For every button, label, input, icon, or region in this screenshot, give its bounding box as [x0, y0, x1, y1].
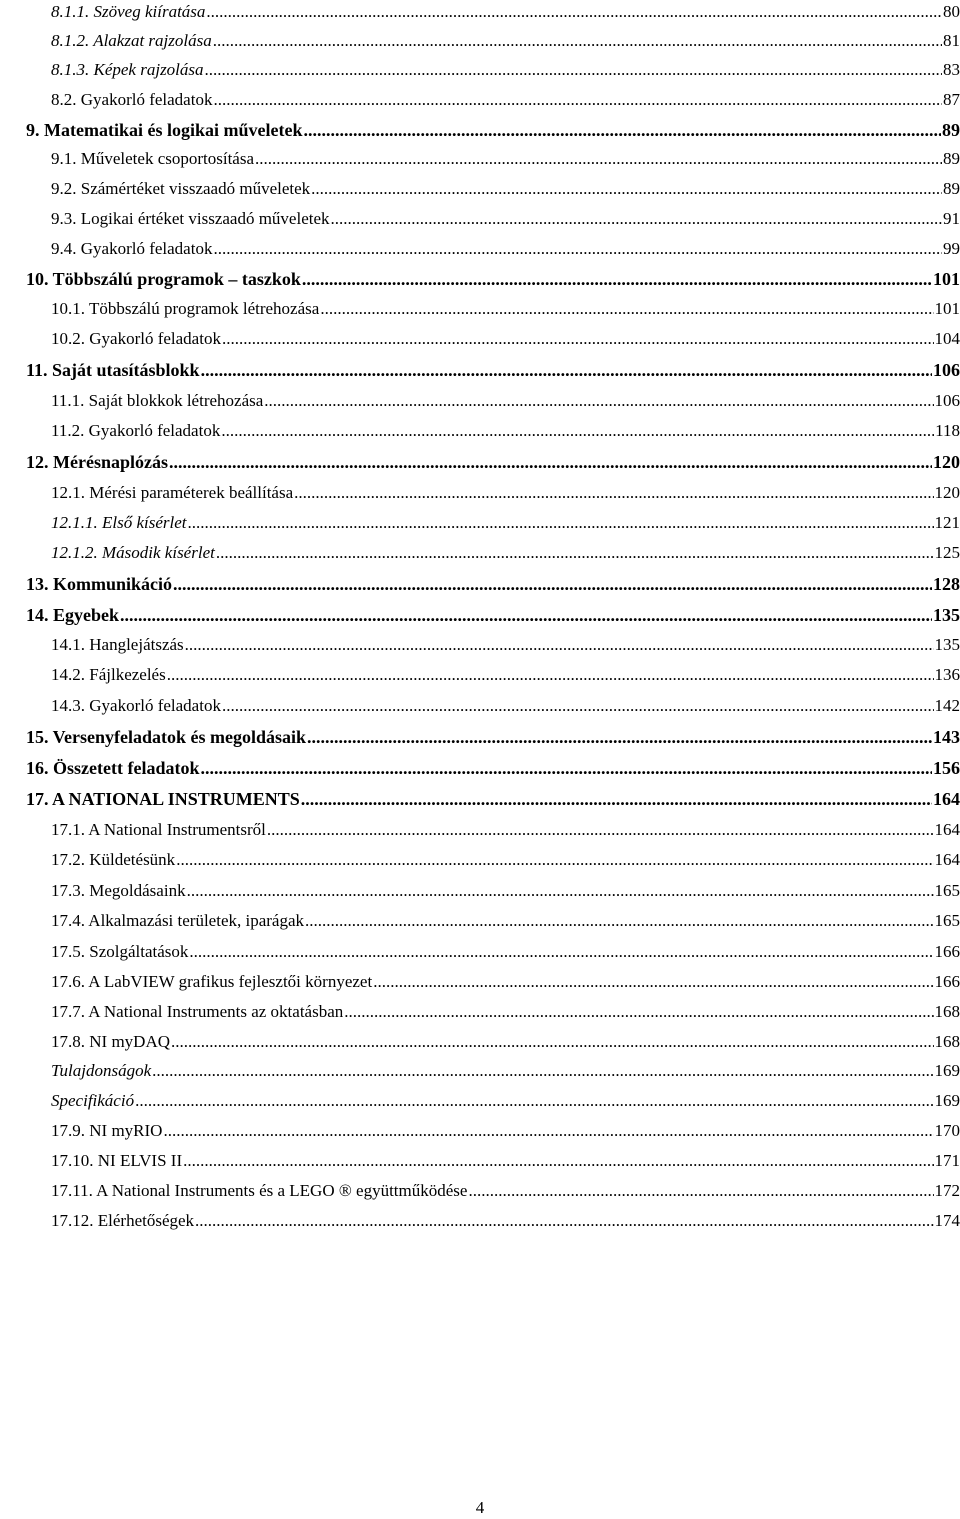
toc-entry[interactable] — [26, 391, 960, 413]
dot-leader — [169, 452, 932, 473]
toc-entry-page: 172 — [934, 1181, 960, 1200]
toc-entry-title: 10.1. Többszálú programok létrehozása — [51, 299, 320, 318]
toc-entry[interactable] — [26, 665, 960, 687]
dot-leader — [373, 972, 933, 992]
toc-entry-page: 135 — [934, 635, 960, 654]
dot-leader — [183, 1151, 933, 1171]
toc-entry-title: 8.1.1. Szöveg kiíratása — [51, 2, 206, 21]
dot-leader — [264, 391, 933, 411]
toc-entry-title: 9.2. Számértéket visszaadó műveletek — [51, 179, 311, 198]
dot-leader — [195, 1211, 933, 1231]
dot-leader — [152, 1061, 933, 1081]
toc-entry[interactable] — [26, 60, 960, 82]
toc-entry[interactable] — [26, 881, 960, 903]
toc-entry-page: 143 — [933, 727, 960, 747]
toc-entry-page: 166 — [934, 972, 960, 991]
toc-entry-title: 8.2. Gyakorló feladatok — [51, 90, 213, 109]
dot-leader — [320, 299, 933, 319]
toc-entry[interactable] — [26, 696, 960, 718]
toc-entry[interactable] — [26, 1061, 960, 1083]
toc-entry[interactable] — [26, 329, 960, 351]
toc-entry-title: 11. Saját utasításblokk — [26, 360, 200, 380]
toc-entry-title: 11.2. Gyakorló feladatok — [51, 421, 221, 440]
dot-leader — [255, 149, 942, 169]
toc-entry-title: 11.1. Saját blokkok létrehozása — [51, 391, 264, 410]
toc-entry-title: 14.2. Fájlkezelés — [51, 665, 166, 684]
dot-leader — [200, 758, 932, 779]
toc-entry-title: 17.10. NI ELVIS II — [51, 1151, 183, 1170]
toc-entry[interactable] — [26, 31, 960, 53]
toc-entry-page: 174 — [934, 1211, 960, 1230]
toc-entry-page: 165 — [934, 911, 960, 930]
page-number: 4 — [475, 1498, 485, 1517]
toc-entry-page: 164 — [934, 820, 960, 839]
toc-entry[interactable] — [26, 209, 960, 231]
toc-entry[interactable] — [26, 972, 960, 994]
toc-entry[interactable] — [26, 1091, 960, 1113]
dot-leader — [267, 820, 934, 840]
toc-entry-page: 168 — [934, 1032, 960, 1051]
toc-entry-title: 17.9. NI myRIO — [51, 1121, 163, 1140]
toc-entry[interactable] — [26, 360, 960, 382]
toc-entry-page: 99 — [943, 239, 960, 258]
toc-entry-title: 17.6. A LabVIEW grafikus fejlesztői környezet — [51, 972, 373, 991]
dot-leader — [222, 696, 934, 716]
dot-leader — [301, 789, 932, 810]
dot-leader — [221, 421, 934, 441]
toc-entry-title: 17.5. Szolgáltatások — [51, 942, 189, 961]
dot-leader — [185, 635, 934, 655]
toc-entry[interactable] — [26, 239, 960, 261]
toc-entry[interactable] — [26, 513, 960, 535]
toc-entry[interactable] — [26, 299, 960, 321]
toc-entry-title: 17.2. Küldetésünk — [51, 850, 176, 869]
toc-entry-page: 120 — [933, 452, 960, 472]
toc-entry-page: 101 — [934, 299, 960, 318]
toc-entry-page: 120 — [934, 483, 960, 502]
toc-entry-title: 9. Matematikai és logikai műveletek — [26, 120, 303, 140]
dot-leader — [163, 1121, 933, 1141]
toc-entry-page: 87 — [943, 90, 960, 109]
toc-entry-title: 17.11. A National Instruments és a LEGO ® együttműködése — [51, 1181, 468, 1200]
toc-entry-title: 12.1.1. Első kísérlet — [51, 513, 187, 532]
dot-leader — [305, 911, 933, 931]
toc-entry[interactable] — [26, 850, 960, 872]
toc-entry-title: 17.7. A National Instruments az oktatásban — [51, 1002, 344, 1021]
toc-entry-title: 10. Többszálú programok – taszkok — [26, 269, 301, 289]
toc-entry[interactable] — [26, 1002, 960, 1024]
toc-entry-title: 14.3. Gyakorló feladatok — [51, 696, 221, 715]
toc-entry-title: 17.8. NI myDAQ — [51, 1032, 170, 1051]
dot-leader — [206, 2, 942, 22]
toc-entry-page: 106 — [934, 391, 960, 410]
toc-entry-page: 89 — [943, 179, 960, 198]
toc-entry-page: 156 — [933, 758, 960, 778]
toc-entry-title: 10.2. Gyakorló feladatok — [51, 329, 221, 348]
toc-entry-page: 80 — [943, 2, 960, 21]
dot-leader — [187, 881, 934, 901]
toc-entry-page: 104 — [934, 329, 960, 348]
toc-entry[interactable] — [26, 483, 960, 505]
toc-entry-page: 166 — [934, 942, 960, 961]
toc-entry-page: 169 — [934, 1061, 960, 1080]
dot-leader — [213, 31, 942, 51]
toc-entry-title: 12.1.2. Második kísérlet — [51, 543, 215, 562]
toc-entry-page: 89 — [942, 120, 960, 140]
toc-entry-page: 169 — [934, 1091, 960, 1110]
toc-entry-page: 91 — [943, 209, 960, 228]
dot-leader — [173, 574, 932, 595]
toc-entry[interactable] — [26, 820, 960, 842]
dot-leader — [468, 1181, 933, 1201]
toc-entry[interactable] — [26, 269, 960, 291]
toc-entry-title: 17.1. A National Instrumentsről — [51, 820, 266, 839]
dot-leader — [222, 329, 934, 349]
toc-entry-title: 8.1.2. Alakzat rajzolása — [51, 31, 212, 50]
toc-entry-title: Specifikáció — [51, 1091, 135, 1110]
toc-entry-page: 106 — [933, 360, 960, 380]
toc-entry[interactable] — [26, 605, 960, 627]
toc-entry-title: 17.4. Alkalmazási területek, iparágak — [51, 911, 305, 930]
dot-leader — [189, 942, 933, 962]
toc-entry-page: 135 — [933, 605, 960, 625]
dot-leader — [120, 605, 932, 626]
toc-entry-title: 17.3. Megoldásaink — [51, 881, 186, 900]
dot-leader — [201, 360, 932, 381]
toc-entry-title: 9.1. Műveletek csoportosítása — [51, 149, 255, 168]
dot-leader — [205, 60, 942, 80]
dot-leader — [344, 1002, 933, 1022]
toc-entry-title: Tulajdonságok — [51, 1061, 152, 1080]
toc-entry-title: 9.4. Gyakorló feladatok — [51, 239, 213, 258]
toc-entry[interactable] — [26, 149, 960, 171]
dot-leader — [188, 513, 934, 533]
toc-entry[interactable] — [26, 120, 960, 142]
toc-entry-title: 15. Versenyfeladatok és megoldásaik — [26, 727, 307, 747]
toc-entry[interactable] — [26, 727, 960, 749]
toc-entry-title: 16. Összetett feladatok — [26, 758, 200, 778]
toc-entry-page: 118 — [935, 421, 960, 440]
toc-entry[interactable] — [26, 1121, 960, 1143]
toc-entry-page: 121 — [934, 513, 960, 532]
toc-entry[interactable] — [26, 452, 960, 474]
toc-entry[interactable] — [26, 90, 960, 112]
toc-entry-page: 128 — [933, 574, 960, 594]
toc-entry-page: 164 — [933, 789, 960, 809]
toc-entry-title: 14.1. Hanglejátszás — [51, 635, 184, 654]
toc-entry-page: 136 — [934, 665, 960, 684]
toc-entry[interactable] — [26, 179, 960, 201]
toc-entry[interactable] — [26, 421, 960, 443]
toc-entry[interactable] — [26, 574, 960, 596]
toc-entry[interactable] — [26, 1151, 960, 1173]
dot-leader — [135, 1091, 933, 1111]
dot-leader — [294, 483, 933, 503]
toc-entry[interactable] — [26, 789, 960, 811]
toc-entry[interactable] — [26, 758, 960, 780]
toc-entry-page: 81 — [943, 31, 960, 50]
dot-leader — [302, 269, 932, 290]
toc-entry-page: 142 — [934, 696, 960, 715]
dot-leader — [307, 727, 932, 748]
toc-entry[interactable] — [26, 1211, 960, 1233]
toc-entry-page: 170 — [934, 1121, 960, 1140]
toc-entry[interactable] — [26, 942, 960, 964]
dot-leader — [303, 120, 941, 141]
toc-entry-title: 12.1. Mérési paraméterek beállítása — [51, 483, 294, 502]
toc-entry-page: 89 — [943, 149, 960, 168]
toc-entry-title: 13. Kommunikáció — [26, 574, 173, 594]
toc-entry[interactable] — [26, 543, 960, 565]
dot-leader — [213, 90, 942, 110]
toc-entry[interactable] — [26, 635, 960, 657]
toc-entry-title: 8.1.3. Képek rajzolása — [51, 60, 204, 79]
toc-entry[interactable] — [26, 2, 960, 24]
toc-entry-title: 17. A NATIONAL INSTRUMENTS — [26, 789, 300, 809]
dot-leader — [216, 543, 934, 563]
toc-entry[interactable] — [26, 1181, 960, 1203]
toc-entry-title: 14. Egyebek — [26, 605, 120, 625]
toc-entry-title: 9.3. Logikai értéket visszaadó műveletek — [51, 209, 330, 228]
toc-entry-page: 125 — [934, 543, 960, 562]
dot-leader — [171, 1032, 934, 1052]
dot-leader — [167, 665, 934, 685]
toc-entry[interactable] — [26, 911, 960, 933]
dot-leader — [331, 209, 942, 229]
dot-leader — [176, 850, 933, 870]
toc-entry-page: 165 — [934, 881, 960, 900]
toc-entry[interactable] — [26, 1032, 960, 1054]
toc-entry-page: 171 — [934, 1151, 960, 1170]
toc-entry-page: 168 — [934, 1002, 960, 1021]
toc-entry-page: 101 — [933, 269, 960, 289]
dot-leader — [213, 239, 942, 259]
toc-entry-title: 17.12. Elérhetőségek — [51, 1211, 195, 1230]
dot-leader — [311, 179, 942, 199]
toc-entry-page: 164 — [934, 850, 960, 869]
toc-entry-page: 83 — [943, 60, 960, 79]
toc-entry-title: 12. Mérésnaplózás — [26, 452, 168, 472]
